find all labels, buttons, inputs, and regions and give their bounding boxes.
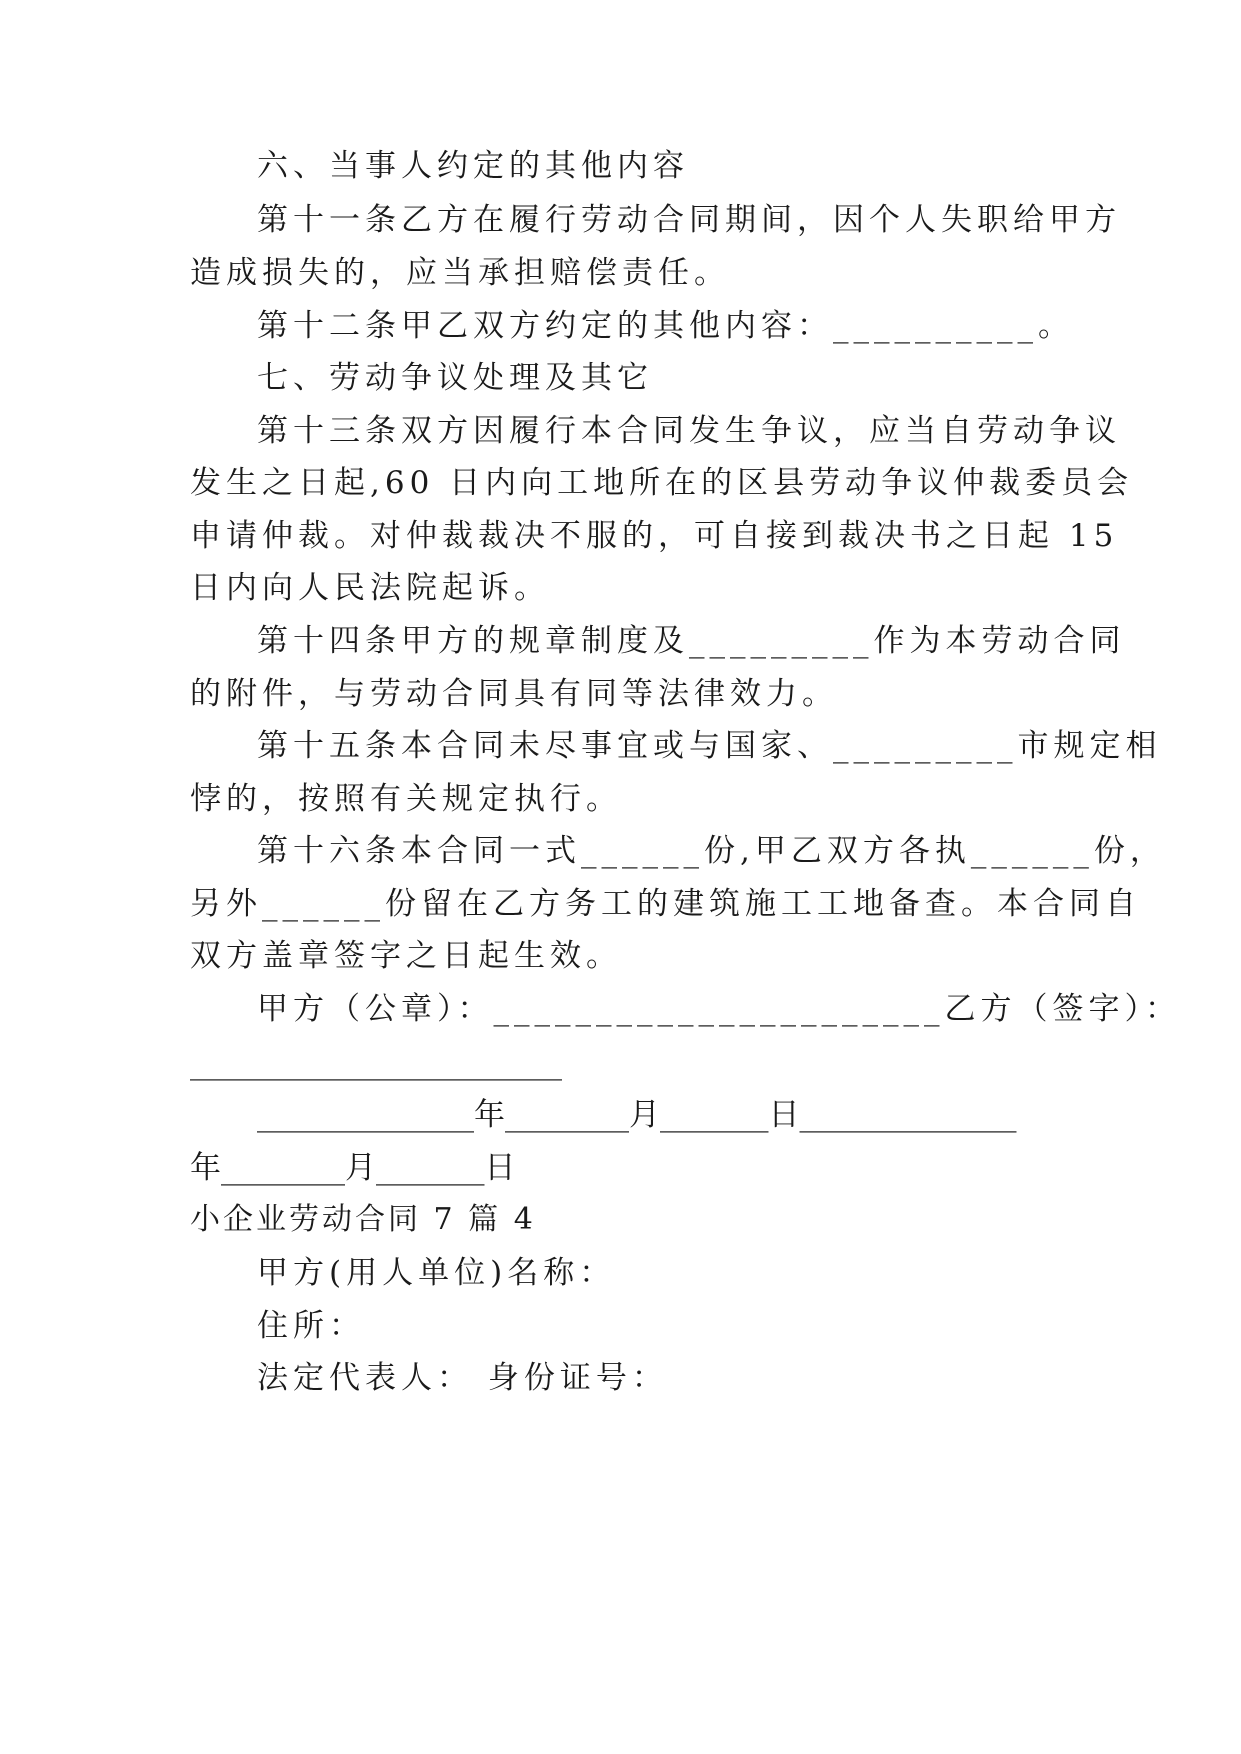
form-field-label: 住所： <box>257 1308 365 1344</box>
document-title: 小企业劳动合同 7 篇 4 <box>190 1202 536 1237</box>
signature-line: 甲方（公章）：______________________乙方（签字）： <box>257 991 1181 1027</box>
section-heading: 六、当事人约定的其他内容 <box>257 148 689 184</box>
section-heading: 七、劳动争议处理及其它 <box>257 360 653 396</box>
signature-blank: ________________________ <box>190 1045 562 1081</box>
date-line: ______________年________月_______日______________ <box>257 1097 1017 1133</box>
paragraph-line: 第十三条双方因履行本合同发生争议，应当自劳动争议 <box>257 413 1121 449</box>
paragraph-line: 双方盖章签字之日起生效。 <box>190 938 622 974</box>
paragraph-line: 第十六条本合同一式______份,甲乙双方各执______份， <box>257 833 1166 869</box>
paragraph-line: 日内向人民法院起诉。 <box>190 570 550 606</box>
paragraph-line: 第十四条甲方的规章制度及_________作为本劳动合同 <box>257 623 1126 659</box>
paragraph-line: 的附件，与劳动合同具有同等法律效力。 <box>190 676 838 712</box>
paragraph-line: 申请仲裁。对仲裁裁决不服的，可自接到裁决书之日起 15 <box>190 518 1119 554</box>
date-line: 年________月_______日 <box>190 1150 516 1186</box>
paragraph-line: 第十五条本合同未尽事宜或与国家、_________市规定相 <box>257 728 1162 764</box>
paragraph-line: 另外______份留在乙方务工的建筑施工工地备查。本合同自 <box>190 886 1141 922</box>
paragraph-line: 第十一条乙方在履行劳动合同期间，因个人失职给甲方 <box>257 202 1121 238</box>
form-field-label: 甲方(用人单位)名称： <box>257 1255 616 1291</box>
paragraph-line: 发生之日起,60 日内向工地所在的区县劳动争议仲裁委员会 <box>190 465 1134 501</box>
paragraph-line: 悖的，按照有关规定执行。 <box>190 781 622 817</box>
paragraph-line: 第十二条甲乙双方约定的其他内容：__________。 <box>257 308 1074 344</box>
form-field-label: 法定代表人： 身份证号： <box>257 1360 668 1396</box>
paragraph-line: 造成损失的，应当承担赔偿责任。 <box>190 255 730 291</box>
